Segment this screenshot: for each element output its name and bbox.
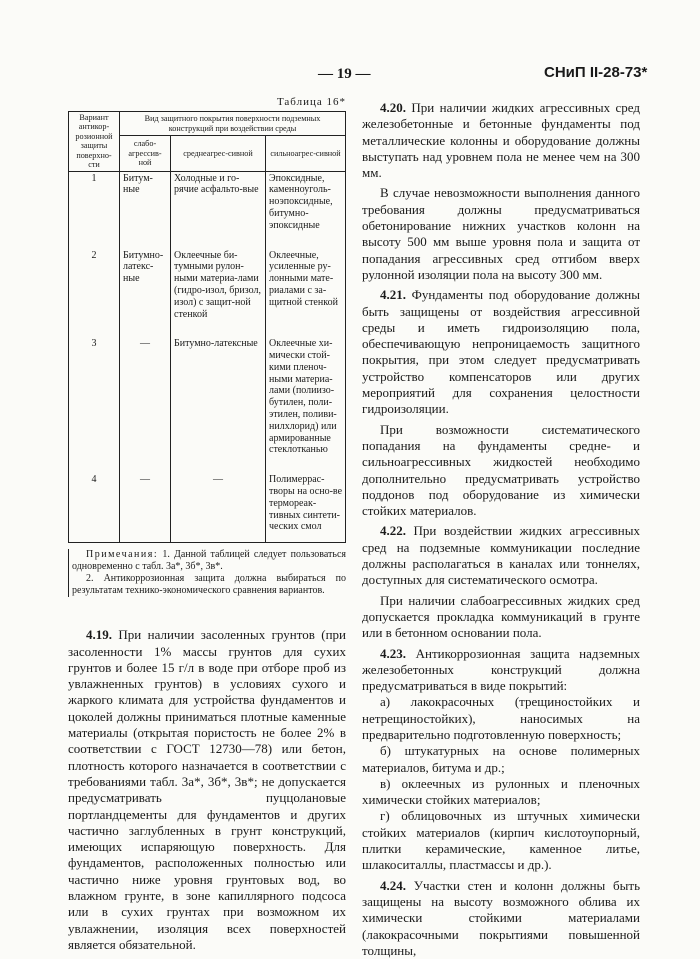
cell-variant: 1 (69, 171, 120, 232)
section-4-19 (68, 627, 346, 953)
cell-weak: — (120, 473, 171, 534)
table-row (69, 249, 346, 322)
notes-label: Примечания: (86, 549, 159, 561)
cell-strong: Эпоксидные, каменноуголь-ноэпоксидные, битумно-эпоксидные (266, 171, 346, 232)
clause-number: 4.19. (86, 627, 112, 643)
cell-strong: Оклеечные хи-мически стой-кими пленоч-ными материа-лами (полиизо-бутилен, поли-этилен, поливи-нилхлорид) или армированные стеклотканью (266, 337, 346, 457)
coating-table (68, 111, 346, 543)
cell-medium: Холодные и го-рячие асфальто-вые (171, 171, 266, 232)
clause-text: При воздействии жидких агрессивных сред на подземные коммуникации последние должны располагаться в каналах или тоннелях, доступных для систематического осмотра. (362, 523, 640, 588)
header-coating-group: Вид защитного покрытия поверхности подземных конструкций при воздействии среды (120, 112, 346, 136)
header-strong: сильноагрес-сивной (266, 136, 346, 171)
header-weak: слабо-агрессив-ной (120, 136, 171, 171)
list-item: б) штукатурных на основе полимерных материалов, битума и др.; (362, 743, 640, 775)
cell-medium: Оклеечные би-тумными рулон-ными материа-лами (гидро-изол, бризол, изол) с защит-ной стенкой (171, 249, 266, 322)
clause-text: Фундаменты под оборудование должны быть защищены от воздействия агрессивной среды и иметь гидроизоляцию пола, обеспечивающую непроницаемость защитного покрытия, при этом следует предусматривать устройство компенсаторов или других мероприятий для сохранения целостности гидроизоляции. (362, 287, 640, 417)
table-notes (68, 549, 346, 597)
clause-number: 4.20. (380, 100, 406, 115)
paragraph: При возможности систематического попадания на фундаменты средне- и сильноагрессивных жидкостей необходимо дополнительно предусматривать устройство поддонов под оборудование из химически стойких материалов. (362, 421, 640, 519)
cell-weak: — (120, 337, 171, 457)
cell-strong: Полимеррас-творы на осно-ве термореак-тивных синтети-ческих смол (266, 473, 346, 534)
clause-number: 4.22. (380, 523, 406, 539)
table-row (69, 337, 346, 457)
cell-medium: Битумно-латексные (171, 337, 266, 457)
paragraph: При наличии слабоагрессивных жидких сред допускается прокладка коммуникаций в грунте или в бетонном основании пола. (362, 592, 640, 641)
clause-text: При наличии засоленных грунтов (при засоленности 1% массы грунтов для сухих грунтов и более 15 г/л в воде при отборе проб из увлажненных грунтов) в условиях сухого и жаркого климата для устройства фундаментов и цоколей должны приниматься плотные каменные материалы (открытая пористость не более 2% в соответствии с ГОСТ 12730—78) или бетон, плотность которого назначается в соответствии с требованиями табл. 3а*, 3б*, 3в*; не допускается предусматривать пуццолановые портландцементы для фундаментов и других частично заглубленных в грунт конструкций, имеющих испаряющую поверхность. Для фундаментов, расположенных полностью или частично ниже уровня грунтовых вод, во влажном грунте, в зоне капиллярного подсоса или в сухих грунтах при возможном их увлажнении, изоляция всех поверхностей является обязательной. (68, 627, 346, 952)
header-variant: Вариант антикор-розионной защиты поверхно-сти (69, 112, 120, 172)
cell-strong: Оклеечные, усиленные ру-лонными мате-риалами с за-щитной стенкой (266, 249, 346, 322)
left-column (68, 96, 346, 953)
cell-weak: Битумно-латекс-ные (120, 249, 171, 322)
clause-text: Антикоррозионная защита надземных железобетонных конструкций должна предусматриваться в виде покрытий: (362, 645, 641, 694)
table-row (69, 473, 346, 534)
page-number: — 19 — (318, 66, 371, 82)
document-code: СНиП II-28-73* (544, 64, 648, 81)
table-row (69, 171, 346, 232)
cell-variant: 2 (69, 249, 120, 322)
list-item: г) облицовочных из штучных химически стойких материалов (кирпич кислотоупорный, плитки керамические, каменное литье, шлакоситаллы, пластмассы и др.). (362, 808, 640, 873)
clause-text: Участки стен и колонн должны быть защищены на высоту возможного облива их химически стойкими материалами (лакокрасочными покрытиями повышенной толщины, (362, 877, 640, 958)
clause-text: При наличии жидких агрессивных сред железобетонные и бетонные фундаменты под металлические колонны и оборудование должны выступать над уровнем пола не менее чем на 300 мм. (362, 100, 640, 181)
header-medium: среднеагрес-сивной (171, 136, 266, 171)
note-1: 1. Данной таблицей следует пользоваться одновременно с табл. 3а*, 3б*, 3в*. (72, 549, 347, 573)
cell-weak: Битум-ные (120, 171, 171, 232)
note-2: 2. Антикоррозионная защита должна выбираться по результатам технико-экономического сравнения вариантов. (72, 573, 346, 597)
list-item: в) оклеечных из рулонных и пленочных химически стойких материалов; (362, 775, 640, 808)
cell-variant: 4 (69, 473, 120, 534)
paragraph: В случае невозможности выполнения данного требования должны предусматриваться обетонирование нижних участков колонн на высоту 500 мм выше уровня пола и защита от попадания агрессивных сред отгибом вверх рулонной изоляции пола на высоту 300 мм. (362, 185, 640, 282)
list-item: а) лакокрасочных (трещиностойких и нетрещиностойких), наносимых на предварительно подготовленную поверхность; (362, 694, 640, 742)
table-caption: Таблица 16* (276, 96, 346, 108)
cell-medium: — (171, 473, 266, 534)
clause-number: 4.21. (380, 287, 406, 303)
right-column (362, 96, 640, 959)
cell-variant: 3 (69, 337, 120, 457)
clause-number: 4.24. (380, 877, 406, 893)
clause-number: 4.23. (380, 645, 406, 661)
